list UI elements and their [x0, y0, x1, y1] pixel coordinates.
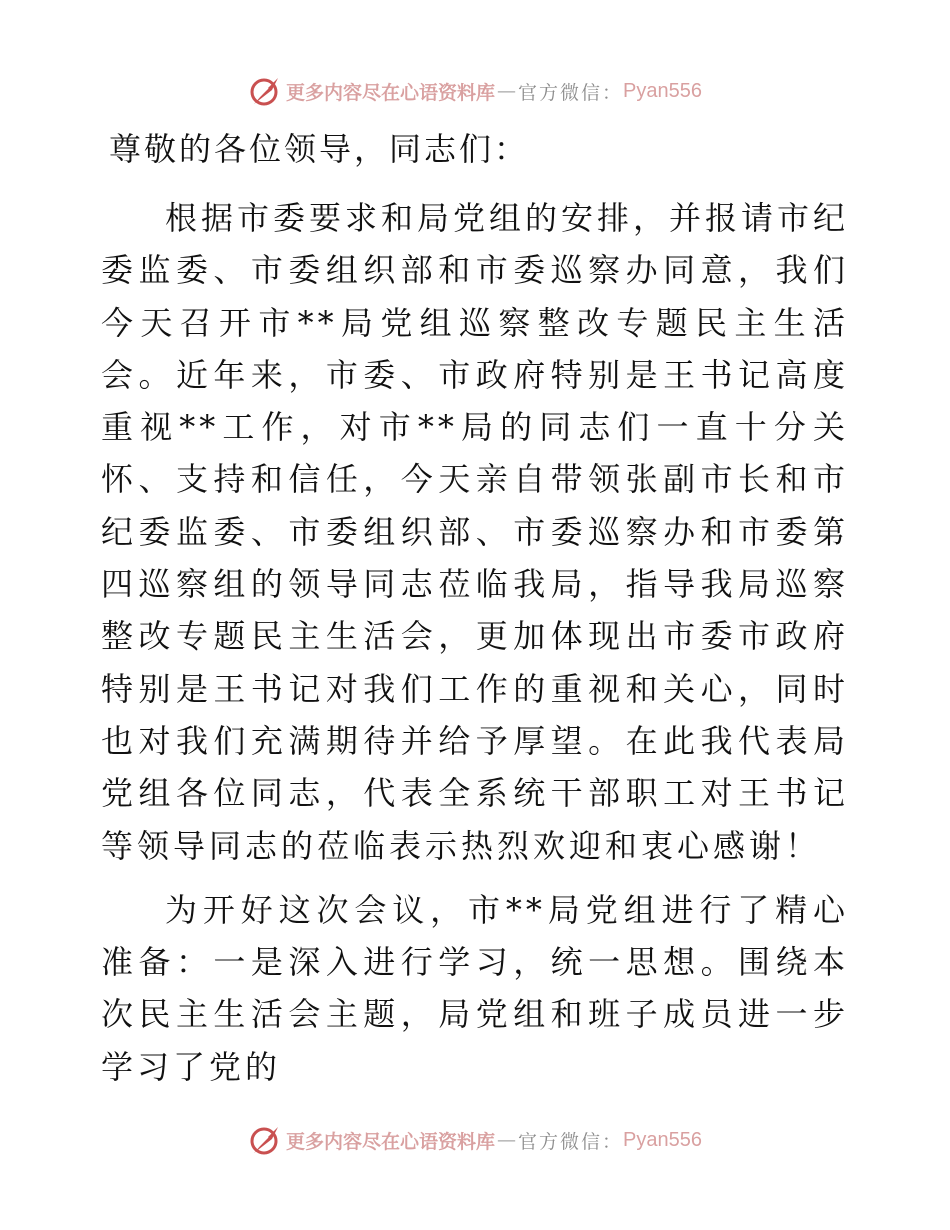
watermark-wechat-label: 官方微信： — [518, 81, 624, 104]
quill-logo-icon — [248, 1123, 282, 1157]
header-watermark — [0, 71, 950, 111]
quill-logo-icon — [248, 74, 282, 108]
watermark-separator: — — [497, 1129, 517, 1151]
footer-watermark — [0, 1120, 950, 1160]
paragraph-2: 为开好这次会议，市**局党组进行了精心准备：一是深入进行学习，统一思想。围绕本次民主生活会主题，局党组和班子成员进一步学习了党的 — [101, 890, 849, 1086]
greeting-line: 尊敬的各位领导，同志们： — [109, 130, 530, 168]
watermark-site-text: 更多内容尽在心语资料库 — [286, 81, 496, 104]
watermark-separator: — — [497, 80, 517, 102]
watermark-site-text: 更多内容尽在心语资料库 — [286, 1130, 496, 1153]
watermark-wechat-id: Pyan556 — [623, 79, 702, 102]
paragraph-1: 根据市委要求和局党组的安排，并报请市纪委监委、市委组织部和市委巡察办同意，我们今天召开市**局党组巡察整改专题民主生活会。近年来，市委、市政府特别是王书记高度重视**工作，对市**局的同志们一直十分关怀、支持和信任，今天亲自带领张副市长和市纪委监委、市委组织部、市委巡察办和市委第四巡察组的领导同志莅临我局，指导我局巡察整改专题民主生活会，更加体现出市委市政府特别是王书记对我们工作的重视和关心，同时也对我们充满期待并给予厚望。在此我代表局党组各位同志，代表全系统干部职工对王书记等领导同志的莅临表示热烈欢迎和衷心感谢！ — [101, 199, 850, 865]
document-body — [101, 124, 849, 1105]
watermark-wechat-id: Pyan556 — [623, 1128, 702, 1151]
watermark-wechat-label: 官方微信： — [518, 1130, 624, 1153]
